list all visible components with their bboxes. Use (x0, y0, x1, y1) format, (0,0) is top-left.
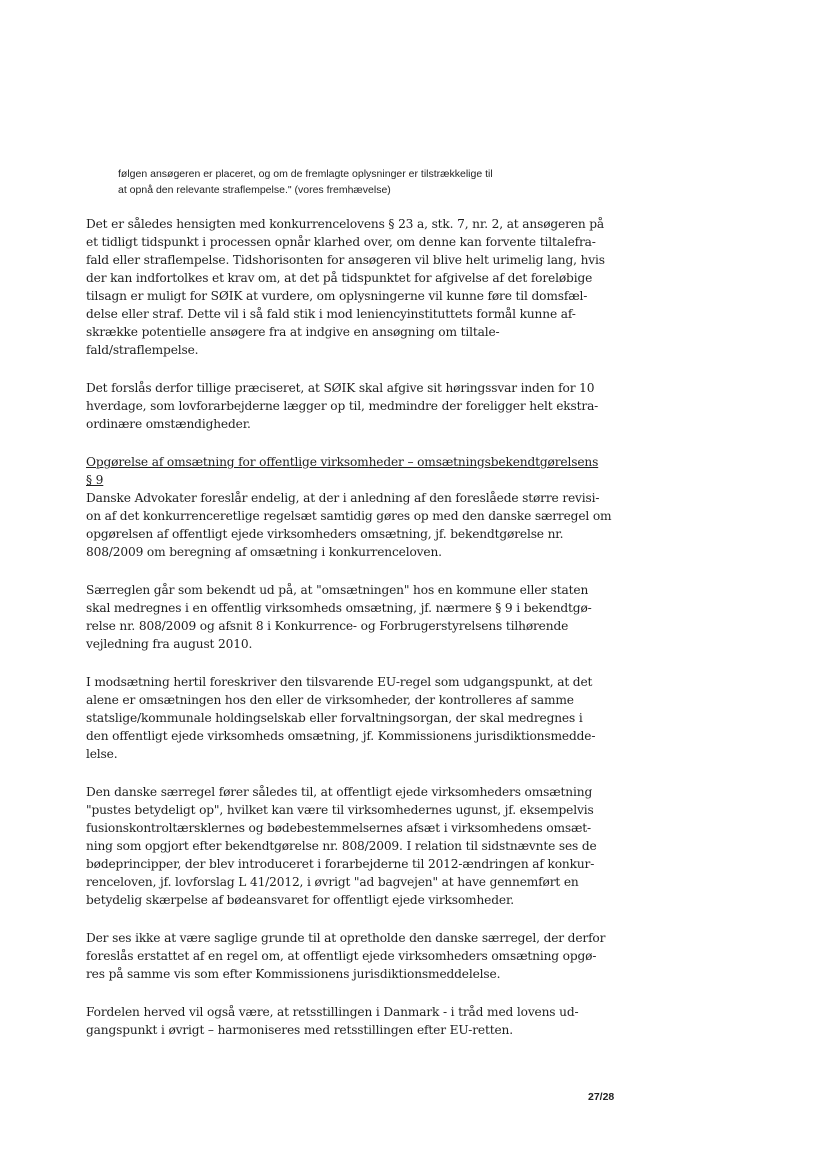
section-heading (86, 453, 602, 489)
quote-block (118, 166, 588, 198)
text-line: fald eller straflempelse. Tidshorisonten for ansøgeren vil blive helt urimelig lang, hvis (86, 253, 605, 267)
text-line: ordinære omstændigheder. (86, 417, 251, 431)
text-line: alene er omsætningen hos den eller de virksomheder, der kontrolleres af samme (86, 693, 574, 707)
text-line: et tidligt tidspunkt i processen opnår klarhed over, om denne kan forvente tiltalefra- (86, 235, 596, 249)
text-line: statslige/kommunale holdingselskab eller forvaltningsorgan, der skal medregnes i (86, 711, 583, 725)
quote-line: følgen ansøgeren er placeret, og om de fremlagte oplysninger er tilstrækkelige til (118, 168, 493, 180)
text-line: renceloven, jf. lovforslag L 41/2012, i øvrigt "ad bagvejen" at have gennemført en (86, 875, 579, 889)
heading-line: § 9 (86, 473, 104, 487)
text-line: res på samme vis som efter Kommissionens jurisdiktionsmeddelelse. (86, 967, 501, 981)
text-line: ning som opgjort efter bekendtgørelse nr. 808/2009. I relation til sidstnævnte ses de (86, 839, 597, 853)
body-text (86, 215, 612, 1059)
quote-line: at opnå den relevante straflempelse." (vores fremhævelse) (118, 184, 391, 196)
text-line: fald/straflempelse. (86, 343, 199, 357)
paragraph (86, 1003, 602, 1039)
paragraph (86, 581, 602, 653)
page-number: 27/28 (588, 1091, 615, 1103)
text-line: Fordelen herved vil også være, at retsstillingen i Danmark - i tråd med lovens ud- (86, 1005, 579, 1019)
heading-line: Opgørelse af omsætning for offentlige virksomheder – omsætningsbekendtgørelsens (86, 455, 599, 469)
text-line: den offentligt ejede virksomheds omsætning, jf. Kommissionens jurisdiktionsmedde- (86, 729, 596, 743)
text-line: Det forslås derfor tillige præciseret, at SØIK skal afgive sit høringssvar inden for 10 (86, 381, 595, 395)
text-line: skal medregnes i en offentlig virksomheds omsætning, jf. nærmere § 9 i bekendtgø- (86, 601, 592, 615)
text-line: relse nr. 808/2009 og afsnit 8 i Konkurrence- og Forbrugerstyrelsens tilhørende (86, 619, 569, 633)
text-line: I modsætning hertil foreskriver den tilsvarende EU-regel som udgangspunkt, at det (86, 675, 593, 689)
paragraph (86, 929, 606, 983)
text-line: Der ses ikke at være saglige grunde til at opretholde den danske særregel, der derfor (86, 931, 606, 945)
text-line: betydelig skærpelse af bødeansvaret for offentligt ejede virksomheder. (86, 893, 514, 907)
text-line: Særreglen går som bekendt ud på, at "omsætningen" hos en kommune eller staten (86, 583, 589, 597)
text-line: "pustes betydeligt op", hvilket kan være til virksomhedernes ugunst, jf. eksempelvis (86, 803, 594, 817)
text-line: der kan indfortolkes et krav om, at det på tidspunktet for afgivelse af det foreløbige (86, 271, 593, 285)
text-line: 808/2009 om beregning af omsætning i konkurrenceloven. (86, 545, 442, 559)
text-line: Danske Advokater foreslår endelig, at der i anledning af den foreslåede større revisi- (86, 491, 600, 505)
text-line: on af det konkurrenceretlige regelsæt samtidig gøres op med den danske særregel om (86, 509, 612, 523)
text-line: vejledning fra august 2010. (86, 637, 253, 651)
text-line: Det er således hensigten med konkurrencelovens § 23 a, stk. 7, nr. 2, at ansøgeren på (86, 217, 605, 231)
text-line: gangspunkt i øvrigt – harmoniseres med retsstillingen efter EU-retten. (86, 1023, 513, 1037)
text-line: foreslås erstattet af en regel om, at offentligt ejede virksomheders omsætning opgø- (86, 949, 597, 963)
text-line: delse eller straf. Dette vil i så fald stik i mod leniencyinstituttets formål kunne af- (86, 307, 576, 321)
text-line: tilsagn er muligt for SØIK at vurdere, om oplysningerne vil kunne føre til domsfæl- (86, 289, 588, 303)
paragraph (86, 215, 605, 359)
text-line: bødeprincipper, der blev introduceret i forarbejderne til 2012-ændringen af konkur- (86, 857, 595, 871)
text-line: fusionskontroltærsklernes og bødebestemmelsernes afsæt i virksomhedens omsæt- (86, 821, 591, 835)
text-line: lelse. (86, 747, 118, 761)
paragraph (86, 783, 602, 909)
paragraph (86, 673, 602, 763)
paragraph (86, 379, 602, 433)
text-line: opgørelsen af offentligt ejede virksomheders omsætning, jf. bekendtgørelse nr. (86, 527, 564, 541)
paragraph (86, 489, 612, 561)
text-line: skrække potentielle ansøgere fra at indgive en ansøgning om tiltale- (86, 325, 500, 339)
text-line: hverdage, som lovforarbejderne lægger op til, medmindre der foreligger helt ekstra- (86, 399, 599, 413)
text-line: Den danske særregel fører således til, at offentligt ejede virksomheders omsætning (86, 785, 593, 799)
